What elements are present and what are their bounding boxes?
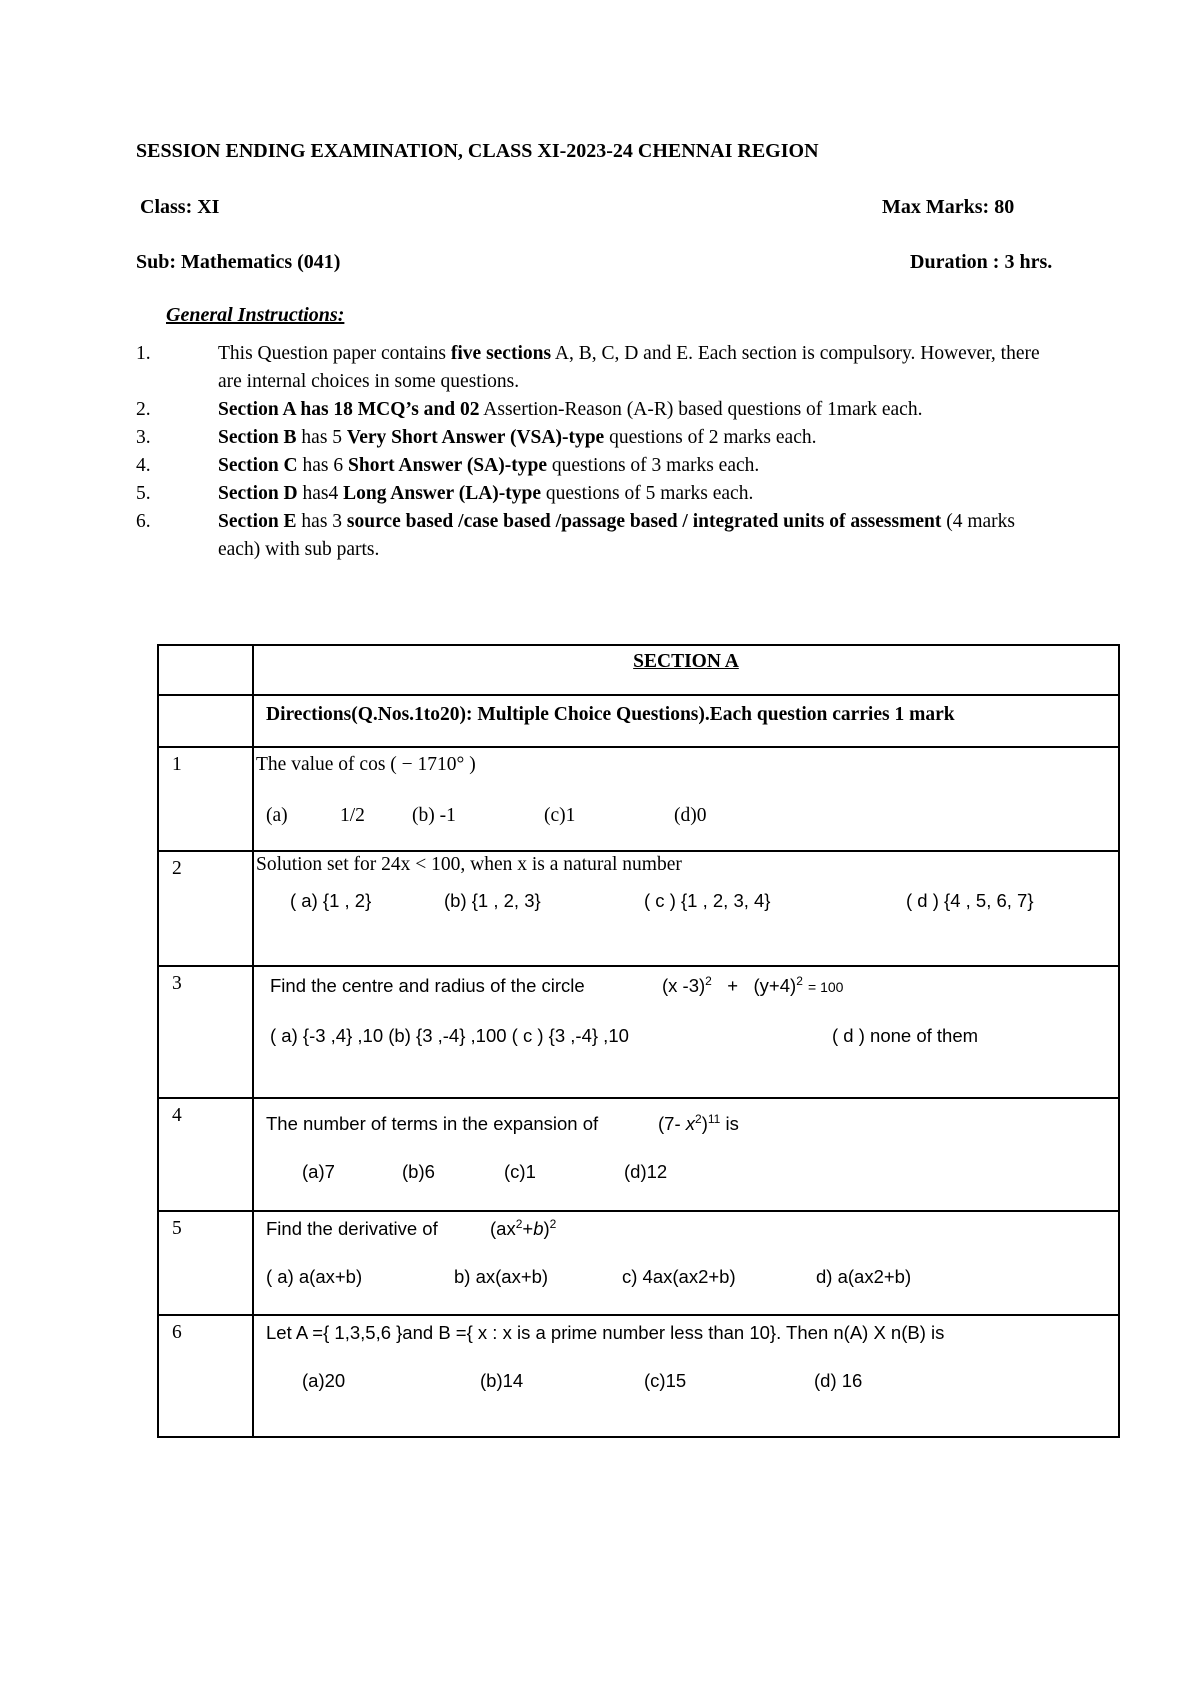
section-title: SECTION A [633,651,739,672]
option: (c)15 [644,1370,687,1391]
question-expression: (x -3)$^2$ + $(y+4)^2 = 100$ [662,973,844,996]
option: ( d ) {4 , 5, 6, 7} [906,890,1034,911]
question-row [158,1315,1119,1437]
question-row [158,1211,1119,1315]
question-number: 5 [158,1211,253,1315]
question-text: The value of cos ( − 1710° ) [256,754,476,775]
class-label: Class: XI [140,196,220,218]
instruction-item: 4. Section C has 6 Short Answer (SA)-type questions of 3 marks each. [136,455,760,476]
instructions-title: General Instructions: [166,304,345,326]
question-number: 2 [158,851,253,966]
option: (a)20 [302,1370,346,1391]
questions-table [157,644,1120,1438]
question-number: 6 [158,1315,253,1437]
option: (a)7 [302,1161,335,1182]
section-row [158,645,1119,695]
option: (d) 16 [814,1370,863,1391]
question-row [158,1098,1119,1211]
question-text: Let A ={ 1,3,5,6 }and B ={ x : x is a prime number less than 10}. Then n(A) X n(B) is [266,1322,945,1343]
option: (d)0 [674,805,707,826]
option: d) a(ax2+b) [816,1266,912,1287]
option: ( d ) none of them [832,1025,979,1046]
instruction-item: 3. Section B has 5 Very Short Answer (VSA)-type questions of 2 marks each. [136,427,817,448]
subject-label: Sub: Mathematics (041) [136,251,341,273]
question-text: Find the derivative of [266,1218,438,1239]
question-number: 1 [158,747,253,851]
option: b) ax(ax+b) [454,1266,549,1287]
max-marks: Max Marks: 80 [882,196,1015,218]
exam-title: SESSION ENDING EXAMINATION, CLASS XI-2023-24 CHENNAI REGION [136,140,819,162]
option: c) 4ax(ax2+b) [622,1266,736,1287]
question-text: The number of terms in the expansion of [266,1113,599,1134]
option: 1/2 [340,805,365,826]
option: ( a) {1 , 2} [290,890,372,911]
instruction-item: 6. Section E has 3 source based /case based /passage based / integrated units of assessment (4 marks each) with sub parts. [136,511,1015,560]
question-expression: (7- $x^2)^{11}$ is [658,1111,739,1134]
instruction-item: 5. Section D has4 Long Answer (LA)-type questions of 5 marks each. [136,483,754,504]
option: (a) [266,805,288,826]
option: (c)1 [544,805,576,826]
question-row [158,966,1119,1098]
question-number: 3 [158,966,253,1098]
question-expression: $(ax^2+b)^2$ [490,1216,557,1239]
option: (b)6 [402,1161,435,1182]
question-number: 4 [158,1098,253,1211]
option: (c)1 [504,1161,536,1182]
instruction-item: 2. Section A has 18 MCQ’s and 02 Assertion-Reason (A-R) based questions of 1mark each. [136,399,923,420]
option: (b)14 [480,1370,524,1391]
option: (b) {1 , 2, 3} [444,890,541,911]
option: ( a) a(ax+b) [266,1266,363,1287]
option: ( c ) {1 , 2, 3, 4} [644,890,771,911]
question-text: Find the centre and radius of the circle [270,975,585,996]
directions-row [158,695,1119,747]
instructions-list [136,340,1056,564]
section-directions: Directions(Q.Nos.1to20): Multiple Choice Questions).Each question carries 1 mark [266,704,955,725]
question-row [158,747,1119,851]
option: (d)12 [624,1161,668,1182]
instruction-item: 1. This Question paper contains five sections A, B, C, D and E. Each section is compulsory. However, there are internal choices in some questions. [136,343,1040,392]
duration-label: Duration : 3 hrs. [910,251,1053,273]
question-row [158,851,1119,966]
option: (b) -1 [412,805,456,826]
option: ( a) {-3 ,4} ,10 (b) {3 ,-4} ,100 ( c ) {3 ,-4} ,10 [270,1025,629,1046]
question-text: Solution set for 24x < 100, when x is a natural number [256,854,682,875]
